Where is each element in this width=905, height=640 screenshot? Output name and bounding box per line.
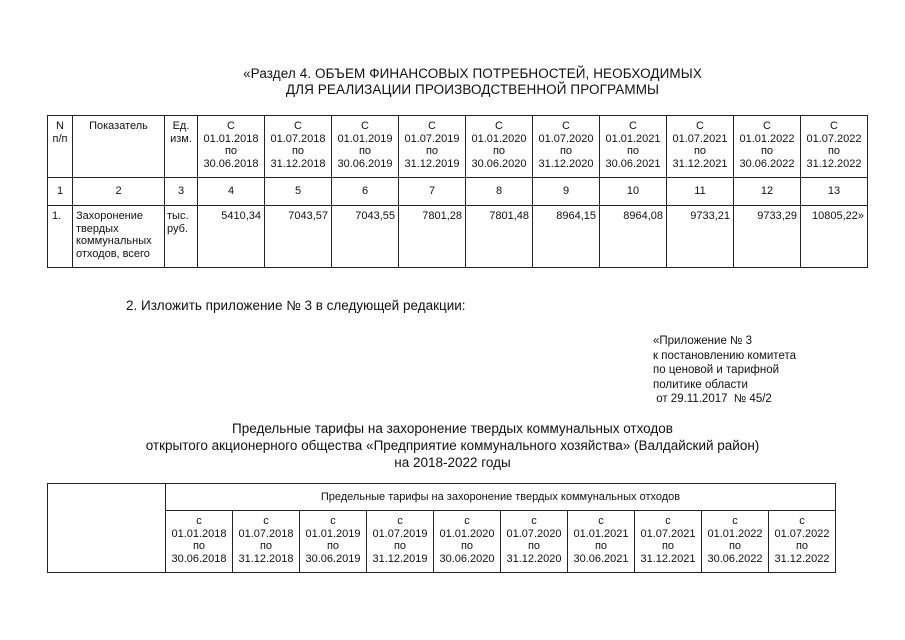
- header-unit-l1: Ед.: [172, 120, 190, 132]
- period-header: с 01.07.2020 по 31.12.2020: [501, 511, 568, 573]
- period-header: с 01.01.2018 по 30.06.2018: [166, 511, 233, 573]
- period-header: с 01.07.2018 по 31.12.2018: [233, 511, 300, 573]
- column-number: 2: [73, 178, 165, 206]
- period-header: С 01.01.2021 по 30.06.2021: [600, 116, 667, 178]
- header-indicator: Показатель: [73, 116, 165, 178]
- period-header: С 01.07.2018 по 31.12.2018: [265, 116, 332, 178]
- appendix-line: к постановлению комитета: [653, 349, 796, 362]
- row-value: 7801,48: [466, 206, 533, 268]
- header-number: [48, 116, 73, 178]
- row-value: 8964,08: [600, 206, 667, 268]
- column-number: 7: [399, 178, 466, 206]
- row-value: 10805,22»: [801, 206, 868, 268]
- period-header: С 01.01.2018 по 30.06.2018: [198, 116, 265, 178]
- tariff-period-row: [48, 511, 836, 573]
- table-row: [48, 206, 868, 268]
- financial-needs-table: [47, 115, 868, 268]
- column-number: 12: [734, 178, 801, 206]
- header-unit: [165, 116, 198, 178]
- column-number: 1: [48, 178, 73, 206]
- period-header: с 01.01.2021 по 30.06.2021: [568, 511, 635, 573]
- section-title-line1: «Раздел 4. ОБЪЕМ ФИНАНСОВЫХ ПОТРЕБНОСТЕЙ, НЕОБХОДИМЫХ: [243, 66, 702, 81]
- period-header: С 01.01.2020 по 30.06.2020: [466, 116, 533, 178]
- section-title-line2: ДЛЯ РЕАЛИЗАЦИИ ПРОИЗВОДСТВЕННОЙ ПРОГРАММЫ: [285, 82, 660, 97]
- row-value: 8964,15: [533, 206, 600, 268]
- period-header: с 01.01.2019 по 30.06.2019: [300, 511, 367, 573]
- period-header: с 01.07.2021 по 31.12.2021: [635, 511, 702, 573]
- row-value: 5410,34: [198, 206, 265, 268]
- period-header: с 01.01.2020 по 30.06.2020: [434, 511, 501, 573]
- header-n: N: [56, 120, 64, 132]
- column-number: 13: [801, 178, 868, 206]
- tariff-empty-cell: [48, 484, 166, 573]
- column-number: 11: [667, 178, 734, 206]
- period-header: С 01.07.2019 по 31.12.2019: [399, 116, 466, 178]
- period-header: с 01.07.2022 по 31.12.2022: [769, 511, 836, 573]
- appendix-reference: [653, 334, 796, 407]
- header-pp: п/п: [52, 132, 68, 145]
- period-header: С 01.07.2021 по 31.12.2021: [667, 116, 734, 178]
- row-value: 7043,55: [332, 206, 399, 268]
- column-number: 4: [198, 178, 265, 206]
- row-unit: тыс. руб.: [165, 206, 198, 268]
- tariff-title-line3: на 2018-2022 годы: [394, 455, 511, 470]
- row-index: 1.: [48, 206, 73, 268]
- column-number: 9: [533, 178, 600, 206]
- period-header: с 01.01.2022 по 30.06.2022: [702, 511, 769, 573]
- row-value: 9733,29: [734, 206, 801, 268]
- tariff-title-line2: открытого акционерного общества «Предприятие коммунального хозяйства» (Валдайский район): [145, 438, 760, 453]
- period-header: С 01.07.2020 по 31.12.2020: [533, 116, 600, 178]
- period-header: с 01.07.2019 по 31.12.2019: [367, 511, 434, 573]
- tariff-header-row: [48, 484, 836, 511]
- item-2-paragraph: 2. Изложить приложение № 3 в следующей редакции:: [126, 298, 466, 313]
- tariff-title-line1: Предельные тарифы на захоронение твердых коммунальных отходов: [232, 421, 673, 436]
- period-header: С 01.01.2019 по 30.06.2019: [332, 116, 399, 178]
- row-value: 9733,21: [667, 206, 734, 268]
- table-header-row: [48, 116, 868, 178]
- appendix-line: от 29.11.2017 № 45/2: [653, 393, 772, 406]
- column-number: 6: [332, 178, 399, 206]
- tariff-title: [0, 420, 905, 471]
- section-title: [0, 66, 905, 98]
- appendix-line: политике области: [653, 378, 748, 391]
- column-number-row: [48, 178, 868, 206]
- row-indicator: Захоронение твердых коммунальных отходов, всего: [73, 206, 165, 268]
- column-number: 5: [265, 178, 332, 206]
- row-value: 7043,57: [265, 206, 332, 268]
- row-value: 7801,28: [399, 206, 466, 268]
- tariff-table-header: Предельные тарифы на захоронение твердых коммунальных отходов: [166, 484, 836, 511]
- tariff-table: [47, 483, 836, 573]
- appendix-line: по ценовой и тарифной: [653, 364, 780, 377]
- period-header: С 01.07.2022 по 31.12.2022: [801, 116, 868, 178]
- appendix-line: «Приложение № 3: [653, 335, 752, 347]
- column-number: 10: [600, 178, 667, 206]
- column-number: 3: [165, 178, 198, 206]
- column-number: 8: [466, 178, 533, 206]
- header-unit-l2: изм.: [170, 132, 192, 145]
- period-header: С 01.01.2022 по 30.06.2022: [734, 116, 801, 178]
